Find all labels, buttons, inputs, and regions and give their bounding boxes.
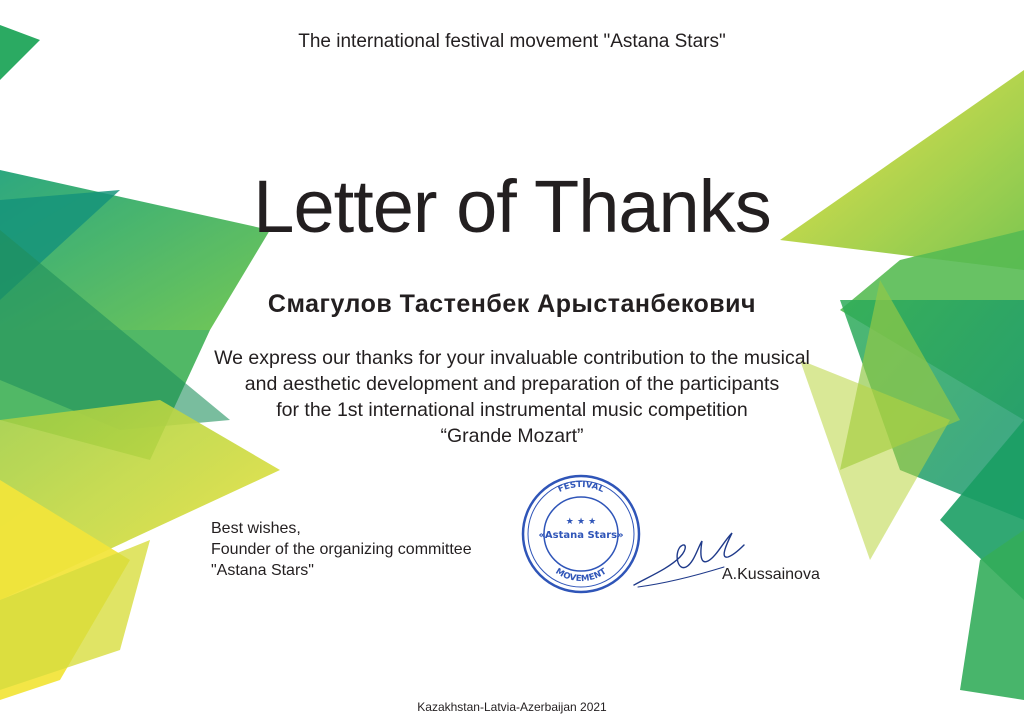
- signer-name: A.Kussainova: [722, 566, 820, 583]
- thanks-message: [0, 345, 1024, 449]
- closing-line: Founder of the organizing committee: [211, 541, 472, 558]
- letter-title: Letter of Thanks: [253, 165, 771, 248]
- festival-header: The international festival movement "Astana Stars": [298, 31, 726, 52]
- message-line: for the 1st international instrumental music competition: [276, 399, 748, 421]
- svg-text:★ ★ ★: ★ ★ ★: [565, 517, 597, 527]
- svg-text:FESTIVAL: FESTIVAL: [556, 479, 606, 495]
- closing-line: Best wishes,: [211, 520, 301, 537]
- svg-text:MOVEMENT: MOVEMENT: [553, 566, 609, 585]
- closing-block: [211, 518, 472, 581]
- footer-countries-year: Kazakhstan-Latvia-Azerbaijan 2021: [417, 700, 607, 714]
- message-line: “Grande Mozart”: [440, 425, 584, 447]
- recipient-name: Смагулов Тастенбек Арыстанбекович: [267, 290, 757, 318]
- message-line: We express our thanks for your invaluable contribution to the musical: [214, 347, 810, 369]
- festival-stamp-seal: [516, 472, 646, 597]
- message-line: and aesthetic development and preparation of the participants: [244, 373, 780, 395]
- closing-line: "Astana Stars": [211, 562, 314, 579]
- stamp-center-text: «Astana Stars»: [538, 530, 624, 541]
